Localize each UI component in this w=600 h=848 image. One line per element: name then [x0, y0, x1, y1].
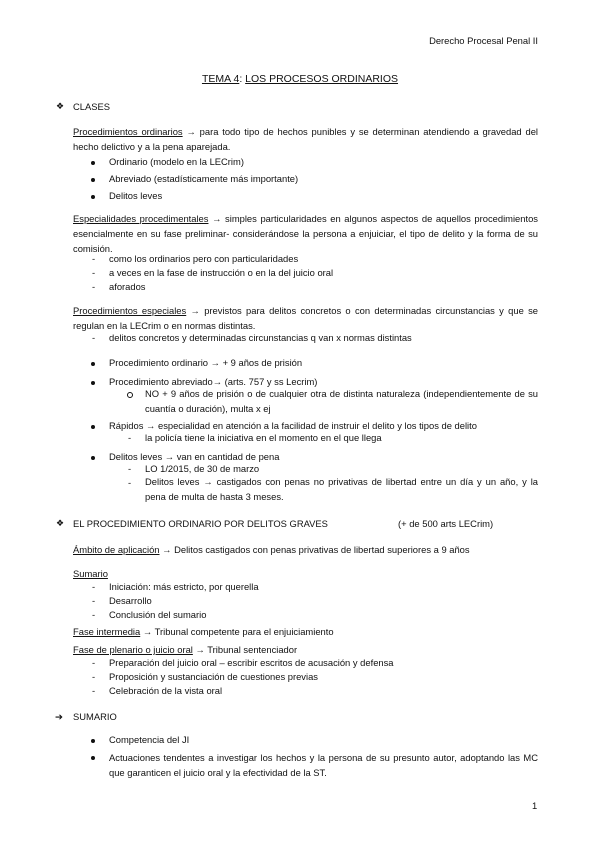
list-item: aforados [109, 281, 146, 292]
list-item: como los ordinarios pero con particularidades [109, 253, 299, 264]
list-item: Procedimiento ordinario → + 9 años de prisión [109, 357, 303, 368]
bullet-icon [91, 425, 95, 429]
list-item: delitos concretos y determinadas circunstancias q van x normas distintas [109, 332, 412, 343]
term-sumario: Sumario [73, 568, 108, 579]
arrow-bullet-icon: ➔ [55, 711, 63, 722]
term-ordinarios: Procedimientos ordinarios [73, 126, 183, 137]
list-item: NO + 9 años de prisión o de cualquier otra de distinta naturaleza (independientemente de su cuantía o duración), multa x ej [145, 388, 538, 414]
list-item: Celebración de la vista oral [109, 685, 223, 696]
title-rest: LOS PROCESOS ORDINARIOS [245, 73, 399, 85]
list-item: LO 1/2015, de 30 de marzo [145, 463, 260, 474]
bullet-icon [91, 381, 95, 385]
dash-icon: - [92, 671, 96, 682]
section-heading-ordinario: EL PROCEDIMIENTO ORDINARIO POR DELITOS GRAVES [73, 518, 328, 529]
title-prefix: TEMA 4 [201, 73, 240, 85]
circle-bullet-icon [127, 392, 133, 398]
list-item: Proposición y sustanciación de cuestiones previas [109, 671, 318, 682]
list-item: Desarrollo [109, 595, 152, 606]
bullet-icon [91, 161, 95, 165]
dash-icon: - [128, 432, 132, 443]
bullet-icon [91, 756, 95, 760]
list-item: Competencia del JI [109, 734, 190, 745]
list-item: Delitos leves [109, 190, 163, 201]
dash-icon: - [128, 477, 132, 488]
page-number: 1 [532, 800, 538, 811]
term-intermedia: Fase intermedia [73, 626, 141, 637]
list-item: Preparación del juicio oral – escribir escritos de acusación y defensa [109, 657, 394, 668]
paragraph-especialidades [73, 211, 538, 256]
course-header: Derecho Procesal Penal II [429, 35, 538, 46]
diamond-bullet-icon: ❖ [56, 101, 65, 111]
term-ambito: Ámbito de aplicación [73, 544, 160, 555]
paragraph-especiales [73, 303, 538, 333]
text-ordinarios: → para todo tipo de hechos punibles y se determinan atendiendo a gravedad del hecho delictivo y a la pena aparejada. [73, 126, 538, 152]
list-item: Delitos leves → castigados con penas no privativas de libertad entre un día y un año, y la pena de multa de hasta 3 meses. [145, 476, 538, 502]
section-heading-clases: CLASES [73, 101, 110, 112]
page-title [0, 73, 600, 85]
bullet-icon [91, 178, 95, 182]
dash-icon: - [92, 332, 96, 343]
list-item: Ordinario (modelo en la LECrim) [109, 156, 244, 167]
section-heading-sumario: SUMARIO [73, 711, 117, 722]
list-item: Conclusión del sumario [109, 609, 207, 620]
section-note: (+ de 500 arts LECrim) [398, 518, 494, 529]
paragraph-plenario [73, 644, 297, 656]
dash-icon: - [92, 581, 96, 592]
dash-icon: - [92, 253, 96, 264]
list-item: Actuaciones tendentes a investigar los hechos y la persona de su presunto autor, adoptando las MC que garanticen el juicio oral y la efectividad de la ST. [109, 752, 538, 778]
dash-icon: - [128, 463, 132, 474]
list-item: Abreviado (estadísticamente más importante) [109, 173, 299, 184]
list-item: Iniciación: más estricto, por querella [109, 581, 259, 592]
diamond-bullet-icon: ❖ [56, 518, 65, 528]
list-item: Rápidos → especialidad en atención a la facilidad de instruir el delito y los tipos de delito [109, 420, 477, 431]
list-item: Procedimiento abreviado→ (arts. 757 y ss Lecrim) [109, 376, 318, 387]
term-plenario: Fase de plenario o juicio oral [73, 644, 193, 655]
dash-icon: - [92, 281, 96, 292]
paragraph-ordinarios [73, 124, 538, 154]
paragraph-intermedia [73, 626, 334, 638]
term-especiales: Procedimientos especiales [73, 305, 187, 316]
text-especiales: → previstos para delitos concretos o con determinadas circunstancias y que se regulan en la LECrim o en normas distintas. [73, 305, 538, 331]
text-intermedia: → Tribunal competente para el enjuiciamiento [142, 626, 334, 637]
text-ambito: → Delitos castigados con penas privativas de libertad superiores a 9 años [162, 544, 470, 555]
title-colon: : [239, 73, 243, 85]
dash-icon: - [92, 267, 96, 278]
dash-icon: - [92, 685, 96, 696]
dash-icon: - [92, 595, 96, 606]
dash-icon: - [92, 609, 96, 620]
bullet-icon [91, 362, 95, 366]
bullet-icon [91, 195, 95, 199]
list-item: Delitos leves → van en cantidad de pena [109, 451, 280, 462]
bullet-icon [91, 456, 95, 460]
term-especialidades: Especialidades procedimentales [73, 213, 209, 224]
list-item: la policía tiene la iniciativa en el momento en el que llega [145, 432, 382, 443]
dash-icon: - [92, 657, 96, 668]
text-especialidades: → simples particularidades en algunos aspectos de aquellos procedimientos esencialmente en su fase preliminar- considerándose la persona a enjuiciar, el tipo de delito y la forma de su comisión. [73, 213, 538, 254]
text-plenario: → Tribunal sentenciador [195, 644, 298, 655]
bullet-icon [91, 739, 95, 743]
list-item: a veces en la fase de instrucción o en la del juicio oral [109, 267, 334, 278]
paragraph-ambito [73, 544, 470, 556]
